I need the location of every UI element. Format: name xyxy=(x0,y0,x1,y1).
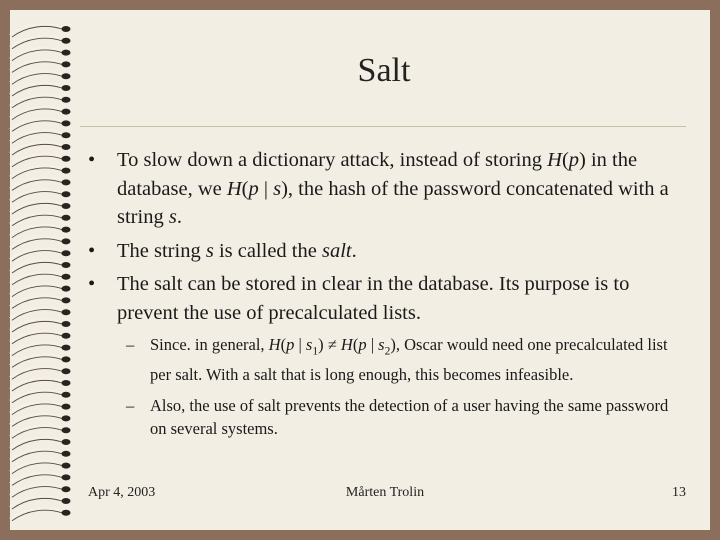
bullet-item: • The string s is called the salt. xyxy=(88,237,688,266)
bullet-item: • The salt can be stored in clear in the database. Its purpose is to prevent the use of precalculated lists. xyxy=(88,270,688,327)
footer-author: Mårten Trolin xyxy=(345,485,425,500)
bullet-item: • To slow down a dictionary attack, instead of storing H(p) in the database, we H(p | s), the hash of the password concatenated with a string s. xyxy=(88,146,688,232)
bullet-dot-icon: • xyxy=(88,239,96,262)
dash-icon: – xyxy=(126,396,135,416)
bullet-dot-icon: • xyxy=(88,149,96,171)
spiral-binding-icon xyxy=(0,0,90,540)
sub-bullet-item: – Since. in general, H(p | $s_1) \ne H(p$ | $s_2$), Oscar would need one precalculated list per salt. With a salt that is long enough, this becomes infeasible. xyxy=(126,335,668,385)
bullet-dot-icon: • xyxy=(88,273,96,295)
sub-bullet-list xyxy=(126,333,686,448)
title-divider xyxy=(80,126,686,127)
sub-bullet-item: – Also, the use of salt prevents the detection of a user having the same password on several systems. xyxy=(126,396,669,439)
bullet-list xyxy=(88,146,688,332)
footer-date: Apr 4, 2003 xyxy=(88,485,156,500)
footer-page-number: 13 xyxy=(672,485,686,500)
slide-title: Salt xyxy=(357,52,411,89)
dash-icon: – xyxy=(126,335,135,354)
